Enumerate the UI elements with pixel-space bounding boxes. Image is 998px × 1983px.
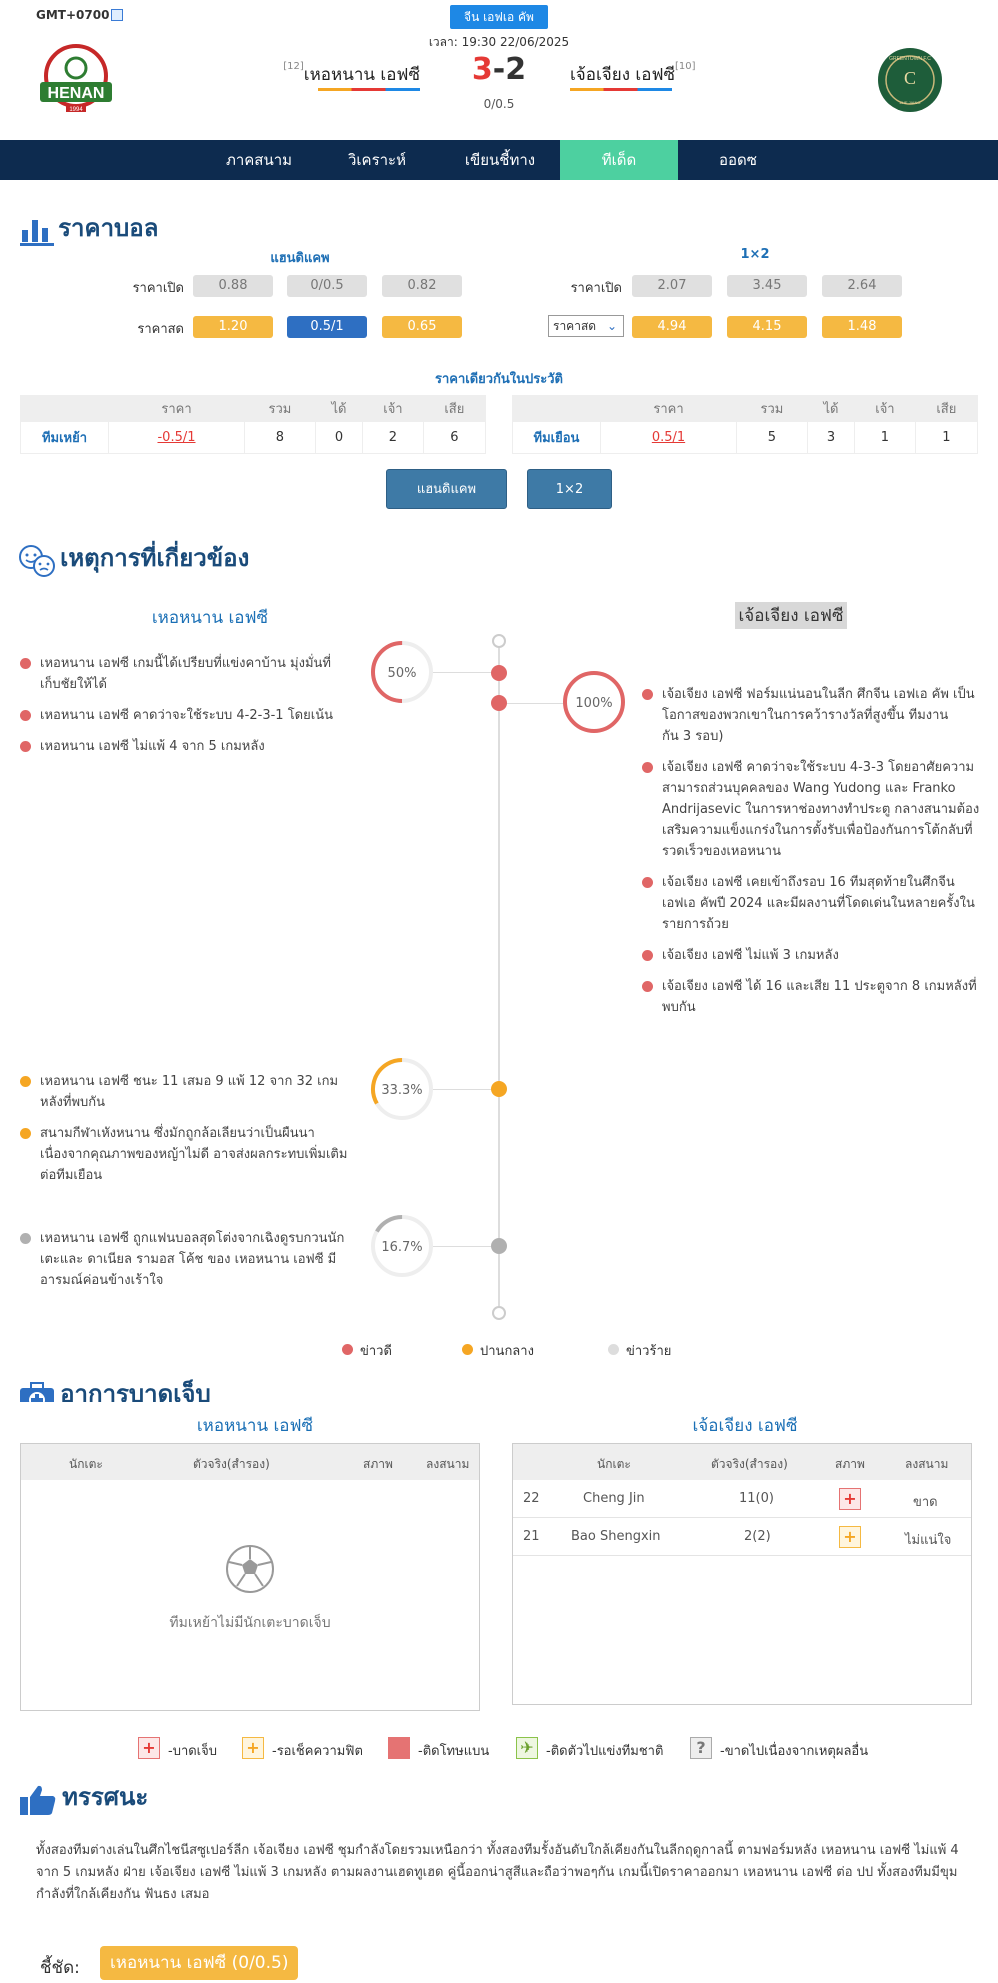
injury-legend xyxy=(138,1737,898,1763)
list-item xyxy=(20,705,350,726)
away-logo-sub: ZHE JIANG xyxy=(899,100,921,105)
event-text: เหอหนาน เอฟซี เกมนี้ได้เปรียบที่แข่งคาบ้าน มุ่งมั่นที่เก็บชัยให้ได้ xyxy=(40,656,331,692)
home-history-win: 0 xyxy=(315,422,362,454)
col-availability: ลงสนาม xyxy=(426,1457,470,1471)
away-score: 2 xyxy=(505,52,527,87)
player-apps: 11(0) xyxy=(739,1491,774,1506)
svg-text:C: C xyxy=(903,68,917,88)
odds-type-value: ราคาสด xyxy=(553,319,597,333)
bad-dot xyxy=(20,1233,31,1244)
events-title: เหตุการที่เกี่ยวข้อง xyxy=(60,544,250,572)
handicap-open-home: 0.88 xyxy=(193,275,273,297)
events-section-title xyxy=(18,538,249,582)
away-team-name[interactable] xyxy=(570,61,696,88)
injury-header xyxy=(513,1444,971,1480)
nav-odds[interactable]: ออดซ xyxy=(719,151,757,169)
legend-good: ข่าวดี xyxy=(360,1344,392,1359)
timeline-line xyxy=(498,642,500,1312)
away-team-underline xyxy=(570,88,672,91)
home-logo xyxy=(36,42,116,118)
x12-open-label: ราคาเปิด xyxy=(570,281,622,296)
injury-section-title xyxy=(18,1374,211,1402)
faces-icon xyxy=(18,544,56,582)
home-good-ring xyxy=(370,640,434,704)
good-dot xyxy=(642,950,653,961)
nav-prediction[interactable]: เขียนชี้ทาง xyxy=(464,151,536,169)
away-good-pct: 100% xyxy=(575,696,613,711)
pick-badge: เหอหนาน เอฟซี (0/0.5) xyxy=(100,1946,298,1980)
good-dot xyxy=(642,877,653,888)
event-text: เจ้อเจียง เอฟซี ฟอร์มแน่นอนในลีก ศึกจีน เอฟเอ คัพ เป็นโอกาสของพวกเขาในการคว้ารางวัลที่สูงขึ้น ทีมงาน xyxy=(662,687,975,723)
fitness-legend-icon: + xyxy=(242,1737,264,1759)
nav-analysis[interactable]: วิเคราะห์ xyxy=(347,151,406,169)
injury-header xyxy=(21,1444,479,1480)
away-history-team: ทีมเยือน xyxy=(513,422,601,454)
away-history-win: 3 xyxy=(807,422,854,454)
score xyxy=(450,52,548,87)
event-text: สนามกีฬาเหังหนาน ซึ่งมักถูกล้อเลียนว่าเป็นผืนนา เนื่องจากคุณภาพของหญ้าไม่ดี อาจส่งผลกระทบเพิ่มเติมต่อทีมเยือน xyxy=(40,1126,348,1183)
handicap-open-line: 0/0.5 xyxy=(287,275,367,297)
handicap-live-home: 1.20 xyxy=(193,316,273,338)
handicap-title: แฮนดิแคพ xyxy=(270,251,330,266)
timeline-start xyxy=(492,634,506,648)
home-good-pct: 50% xyxy=(387,666,417,681)
league-badge[interactable]: จีน เอฟเอ คัพ xyxy=(450,5,548,29)
event-text: กัน 3 รอบ) xyxy=(662,729,724,744)
col-draw: เจ้า xyxy=(855,396,915,422)
legend-suspended: -ติดโทษแบน xyxy=(418,1744,490,1759)
home-bad-ring xyxy=(370,1214,434,1278)
event-text: เหอหนาน เอฟซี ไม่แพ้ 4 จาก 5 เกมหลัง xyxy=(40,739,265,754)
col-total: รวม xyxy=(737,396,808,422)
odds-section-title xyxy=(20,208,158,250)
soccer-ball-icon xyxy=(225,1544,275,1598)
x12-open-draw: 3.45 xyxy=(727,275,807,297)
timezone-icon[interactable] xyxy=(111,9,123,21)
good-dot xyxy=(642,981,653,992)
home-injury-table xyxy=(20,1443,480,1711)
home-history-draw: 2 xyxy=(363,422,423,454)
event-text: เหอหนาน เอฟซี ถูกแฟนบอลสุดโต่งจากเฉิงดูรบกวนนักเตะและ ดาเนียล รามอส โค้ช ของ เหอหนาน เอฟซี มีอารมณ์ค่อนข้างเร้าใจ xyxy=(40,1231,345,1288)
away-history-price[interactable]: 0.5/1 xyxy=(651,430,686,445)
home-mid-pct: 33.3% xyxy=(381,1083,423,1098)
mid-dot xyxy=(20,1076,31,1087)
legend-bad: ข่าวร้าย xyxy=(626,1344,672,1359)
bar-chart-icon xyxy=(20,216,54,250)
legend-bad-dot xyxy=(608,1344,619,1355)
col-win: ได้ xyxy=(807,396,854,422)
view-text: ทั้งสองทีมต่างเล่นในศึกไชนีสซูเปอร์ลีก เจ้อเจียง เอฟซี ชุมกำลังโดยรวมเหนือกว่า ทั้งสองทีมรั้งอันดับใกล้เคียงกันในลีกฤดูกาลนี้ ตามฟอร์มหลัง เหอหนาน เอฟซี ไม่แพ้ 4 จาก 5 เกมหลัง ฝ่าย เจ้อเจียง เอฟซี ไม่แพ้ 3 เกมหลัง ตามผลงานเฮดทูเฮด คู่นี้ออกน่าสูสีและถือว่าพอๆกัน เกมนี้เปิดราคาออกมา เหอหนาน เอฟซี ต่อ ปป ทั้งสองทีมมีขุมกำลังที่ใกล้เคียงกัน ฟันธง เสมอ xyxy=(36,1843,959,1902)
away-logo-text: GREENTOWN F.C xyxy=(889,56,931,62)
home-team-underline xyxy=(318,88,420,91)
good-dot xyxy=(20,741,31,752)
list-item xyxy=(642,945,980,966)
home-logo-text: HENAN xyxy=(47,85,105,102)
home-good-events xyxy=(20,653,350,757)
odds-title: ราคาบอล xyxy=(58,214,159,242)
x12-title: 1×2 xyxy=(740,247,770,262)
x12-live-away: 1.48 xyxy=(822,316,902,338)
list-item xyxy=(642,684,980,726)
fitness-check-icon: + xyxy=(839,1526,861,1548)
list-item xyxy=(20,1228,350,1291)
away-injury-table xyxy=(512,1443,972,1705)
view-title: ทรรศนะ xyxy=(62,1783,149,1811)
handicap-live-away: 0.65 xyxy=(382,316,462,338)
match-handicap: 0/0.5 xyxy=(483,97,515,111)
legend-good-dot xyxy=(342,1344,353,1355)
medical-kit-icon xyxy=(18,1380,56,1403)
event-text: เจ้อเจียง เอฟซี คาดว่าจะใช้ระบบ 4-3-3 โดยอาศัยความสามารถส่วนบุคคลของ Wang Yudong และ Franko Andrijasevic ในการหาช่องทางทำประตู กลางสนามต้องเสริมความแข็งแกร่งในการตั้งรับเพื่อป้องกันการโต้กลับที่รวดเร็วของเหอหนาน xyxy=(662,760,980,859)
odds-type-select[interactable] xyxy=(548,315,624,337)
home-no-injury: ทีมเหย้าไม่มีนักเตะบาดเจ็บ xyxy=(169,1615,331,1631)
home-bad-events xyxy=(20,1228,350,1291)
good-dot xyxy=(642,762,653,773)
player-name[interactable]: Bao Shengxin xyxy=(571,1529,661,1544)
legend-other: -ขาดไปเนื่องจากเหตุผลอื่น xyxy=(720,1744,869,1759)
legend-fitness: -รอเช็คความฟิต xyxy=(272,1744,363,1759)
table-row xyxy=(21,422,486,454)
injury-title: อาการบาดเจ็บ xyxy=(60,1380,211,1402)
good-dot xyxy=(642,689,653,700)
nav-tips[interactable]: ทีเด็ด xyxy=(560,140,678,180)
list-item xyxy=(20,1123,350,1186)
col-draw: เจ้า xyxy=(363,396,423,422)
thumbs-up-icon xyxy=(18,1783,58,1821)
home-history-table xyxy=(20,395,486,454)
away-rank: [10] xyxy=(675,61,696,72)
table-row xyxy=(513,1518,971,1556)
home-mid-events xyxy=(20,1071,350,1186)
injury-away-team: เจ้อเจียง เอฟซี xyxy=(692,1416,798,1436)
match-time: เวลา: 19:30 22/06/2025 xyxy=(428,35,570,49)
event-text: เจ้อเจียง เอฟซี ได้ 16 และเสีย 11 ประตูจาก 8 เกมหลังที่พบกัน xyxy=(662,979,977,1015)
legend-mid-dot xyxy=(462,1344,473,1355)
away-good-events xyxy=(642,684,980,1018)
col-player: นักเตะ xyxy=(69,1457,103,1471)
event-text: เหอหนาน เอฟซี ชนะ 11 เสมอ 9 แพ้ 12 จาก 32 เกมหลังที่พบกัน xyxy=(40,1074,339,1110)
col-lose: เสีย xyxy=(915,396,977,422)
mid-dot xyxy=(20,1128,31,1139)
away-logo xyxy=(876,46,944,114)
home-history-price[interactable]: -0.5/1 xyxy=(157,430,196,445)
score-separator: - xyxy=(492,52,506,87)
table-row xyxy=(513,422,978,454)
good-dot xyxy=(20,658,31,669)
home-team-name[interactable] xyxy=(283,61,420,88)
player-name[interactable]: Cheng Jin xyxy=(583,1491,645,1506)
player-number: 21 xyxy=(523,1529,540,1544)
col-status: สภาพ xyxy=(835,1457,865,1471)
home-mid-ring xyxy=(370,1057,434,1121)
timeline-end xyxy=(492,1306,506,1320)
pick-label: ชี้ชัด: xyxy=(40,1958,80,1978)
list-item xyxy=(20,653,350,695)
player-status: ไม่แน่ใจ xyxy=(905,1533,952,1548)
away-history-draw: 1 xyxy=(855,422,915,454)
legend-injured: -บาดเจ็บ xyxy=(168,1744,217,1759)
timeline-dot-good-home xyxy=(491,665,507,681)
col-player: นักเตะ xyxy=(597,1457,631,1471)
home-bad-pct: 16.7% xyxy=(381,1240,423,1255)
col-status: สภาพ xyxy=(363,1457,393,1471)
handicap-live-line: 0.5/1 xyxy=(287,316,367,338)
home-logo-year: 1994 xyxy=(69,107,83,113)
away-good-ring xyxy=(562,670,626,734)
x12-live-home: 4.94 xyxy=(632,316,712,338)
legend-national: -ติดตัวไปแข่งทีมชาติ xyxy=(546,1744,664,1759)
handicap-live-label: ราคาสด xyxy=(137,322,184,337)
col-win: ได้ xyxy=(315,396,362,422)
away-history-lose: 1 xyxy=(915,422,977,454)
legend-mid: ปานกลาง xyxy=(480,1344,534,1359)
handicap-open-away: 0.82 xyxy=(382,275,462,297)
col-apps: ตัวจริง(สำรอง) xyxy=(193,1457,270,1471)
x12-open-home: 2.07 xyxy=(632,275,712,297)
table-row xyxy=(513,1480,971,1518)
away-team-label: เจ้อเจียง เอฟซี xyxy=(570,65,676,85)
player-number: 22 xyxy=(523,1491,540,1506)
timeline-dot-bad xyxy=(491,1238,507,1254)
away-history-total: 5 xyxy=(737,422,808,454)
good-dot xyxy=(20,710,31,721)
home-history-team: ทีมเหย้า xyxy=(21,422,109,454)
event-text: เหอหนาน เอฟซี คาดว่าจะใช้ระบบ 4-2-3-1 โดยเน้น xyxy=(40,708,333,723)
timezone[interactable] xyxy=(36,8,123,22)
events-home-team: เหอหนาน เอฟซี xyxy=(151,608,269,628)
home-history-total: 8 xyxy=(245,422,316,454)
away-history-table xyxy=(512,395,978,454)
list-item xyxy=(20,1071,350,1113)
col-lose: เสีย xyxy=(423,396,485,422)
home-history-lose: 6 xyxy=(423,422,485,454)
list-item xyxy=(642,872,980,935)
col-price: ราคา xyxy=(601,396,737,422)
timeline-dot-mid xyxy=(491,1081,507,1097)
injury-home-team: เหอหนาน เอฟซี xyxy=(196,1416,314,1436)
x12-button[interactable]: 1×2 xyxy=(527,469,612,509)
history-title: ราคาเดียวกันในประวัติ xyxy=(434,372,564,387)
list-item xyxy=(642,757,980,862)
events-away-team: เจ้อเจียง เอฟซี xyxy=(735,602,847,629)
chevron-down-icon: ⌄ xyxy=(606,319,617,333)
event-text: เจ้อเจียง เอฟซี ไม่แพ้ 3 เกมหลัง xyxy=(662,948,839,963)
connector-line xyxy=(506,703,568,704)
nav-field[interactable]: ภาคสนาม xyxy=(225,151,293,169)
player-status: ขาด xyxy=(913,1495,938,1510)
injury-legend-icon: + xyxy=(138,1737,160,1759)
main-nav xyxy=(0,140,998,180)
player-apps: 2(2) xyxy=(744,1529,771,1544)
col-price: ราคา xyxy=(109,396,245,422)
x12-live-draw: 4.15 xyxy=(727,316,807,338)
suspension-legend-icon xyxy=(388,1737,410,1759)
col-availability: ลงสนาม xyxy=(905,1457,949,1471)
question-icon: ? xyxy=(690,1737,712,1759)
x12-open-away: 2.64 xyxy=(822,275,902,297)
list-item xyxy=(642,976,980,1018)
handicap-open-label: ราคาเปิด xyxy=(132,281,184,296)
timeline-dot-good-away xyxy=(491,695,507,711)
plane-icon: ✈ xyxy=(516,1737,538,1759)
timezone-label: GMT+0700 xyxy=(36,8,110,22)
list-item-continuation xyxy=(642,726,980,747)
event-text: เจ้อเจียง เอฟซี เคยเข้าถึงรอบ 16 ทีมสุดท้ายในศึกจีน เอฟเอ คัพปี 2024 และมีผลงานที่โดดเด่นในหลายครั้งในรายการถ้วย xyxy=(662,875,975,932)
list-item xyxy=(20,736,350,757)
home-team-label: เหอหนาน เอฟซี xyxy=(303,65,420,85)
home-rank: [12] xyxy=(283,61,304,72)
col-apps: ตัวจริง(สำรอง) xyxy=(711,1457,788,1471)
injury-icon: + xyxy=(839,1488,861,1510)
view-section-title xyxy=(18,1777,148,1821)
handicap-button[interactable]: แฮนดิแคพ xyxy=(386,469,507,509)
col-total: รวม xyxy=(245,396,316,422)
home-score: 3 xyxy=(471,52,493,87)
